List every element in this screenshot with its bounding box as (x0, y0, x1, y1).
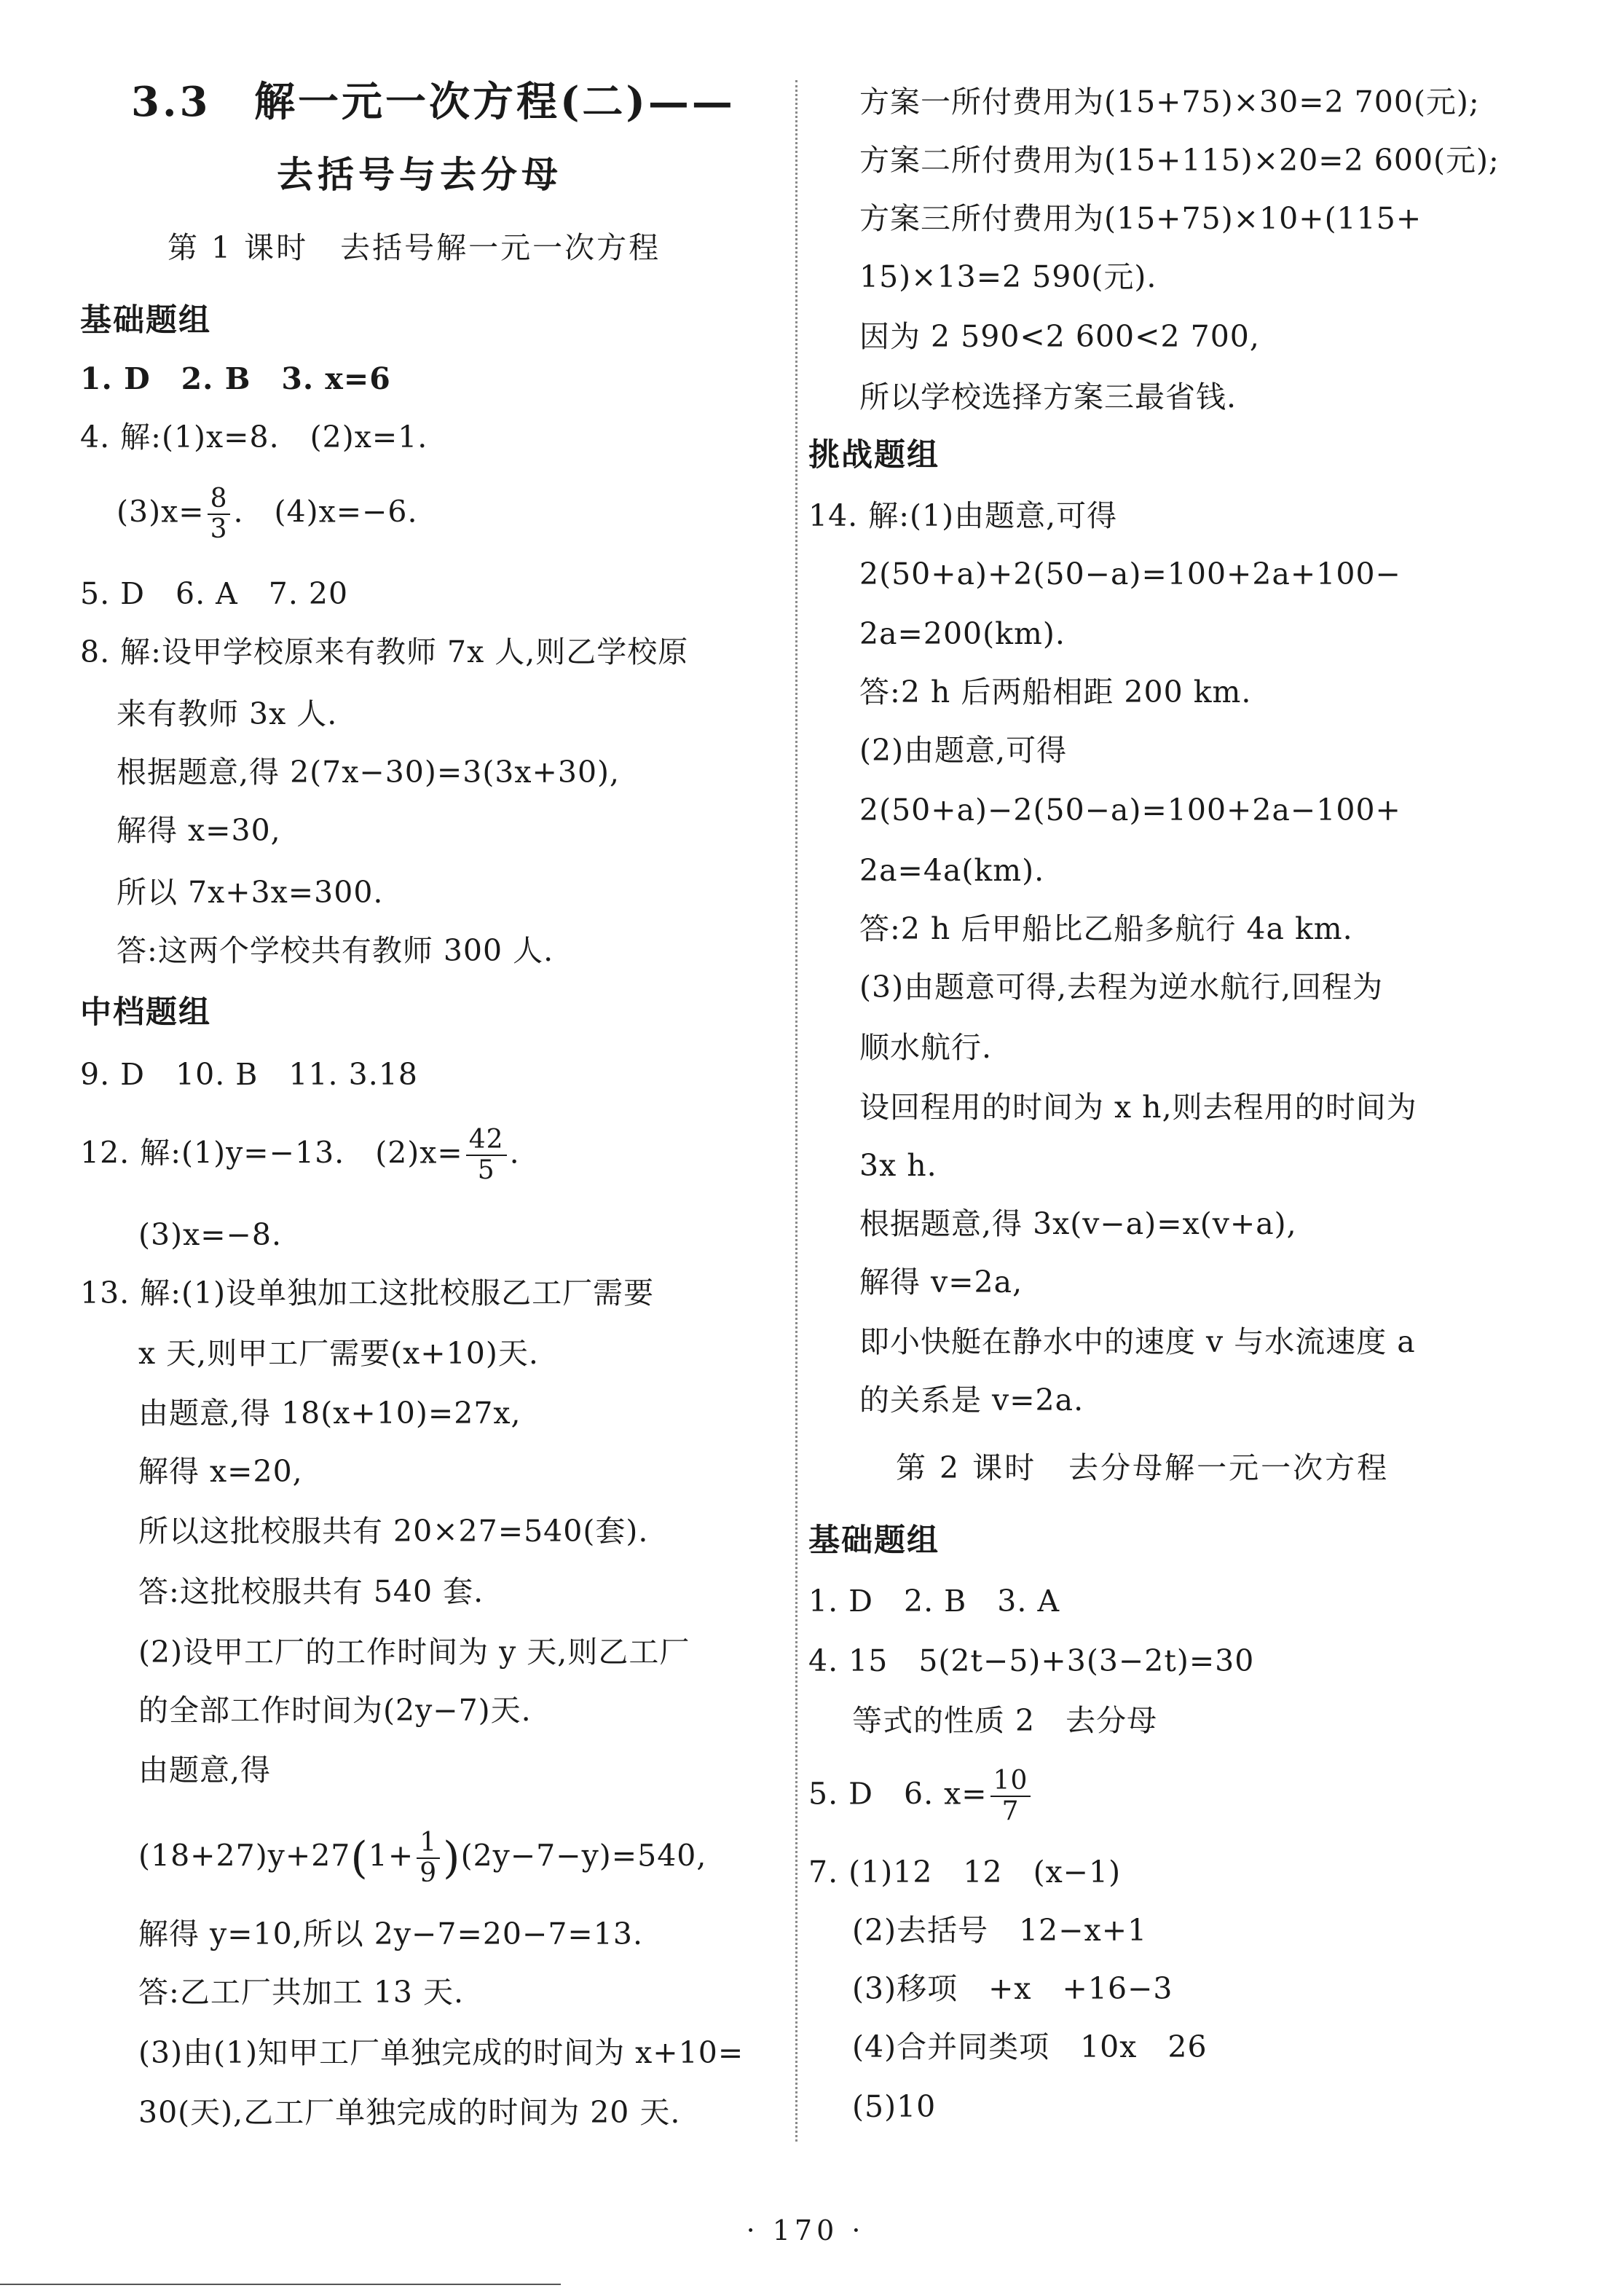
paren-right: ) (443, 1833, 461, 1884)
answer-line: 等式的性质 2 去分母 (852, 1703, 1158, 1738)
page-number: · 170 · (746, 2214, 865, 2246)
equation-text: (18+27)y+27 (138, 1838, 351, 1874)
answer-line: 1. D 2. B 3. A (808, 1584, 1060, 1619)
answer-line: (3)由题意可得,去程为逆水航行,回程为 (859, 970, 1384, 1004)
answer-line: 因为 2 590<2 600<2 700, (859, 319, 1260, 354)
answer-line: 设回程用的时间为 x h,则去程用的时间为 (859, 1090, 1417, 1125)
answer-line-fraction (80, 1125, 520, 1185)
answer-line: (5)10 (852, 2089, 937, 2124)
answer-line: (3)x=−8. (138, 1217, 283, 1252)
answer-line: 的全部工作时间为(2y−7)天. (138, 1693, 532, 1728)
answer-line: 14. 解:(1)由题意,可得 (808, 498, 1118, 533)
answer-line: 解得 y=10,所以 2y−7=20−7=13. (138, 1916, 643, 1951)
fraction-numerator: 1 (417, 1828, 440, 1859)
answer-line: 解得 x=20, (138, 1454, 303, 1489)
answer-text: (3)x= (117, 494, 205, 530)
answer-line: 8. 解:设甲学校原来有教师 7x 人,则乙学校原 (80, 634, 689, 669)
section-heading (131, 80, 736, 124)
fraction-numerator: 10 (990, 1766, 1031, 1797)
answer-line: 13. 解:(1)设单独加工这批校服乙工厂需要 (80, 1275, 655, 1310)
fraction (417, 1828, 440, 1888)
fraction-denominator: 5 (477, 1155, 495, 1185)
fraction-numerator: 8 (208, 484, 231, 515)
answer-line: (4)合并同类项 10x 26 (852, 2029, 1208, 2064)
answer-line: 1. D 2. B 3. x=6 (80, 361, 391, 396)
answer-text: 12. 解:(1)y=−13. (2)x= (80, 1135, 463, 1171)
answer-line: 答:这批校服共有 540 套. (138, 1574, 484, 1609)
answer-line: 答:这两个学校共有教师 300 人. (117, 933, 554, 968)
paren-left: ( (350, 1833, 369, 1884)
answer-line: 5. D 6. A 7. 20 (80, 576, 349, 611)
answer-line: 方案三所付费用为(15+75)×10+(115+ (859, 201, 1422, 236)
basic-group-title: 基础题组 (80, 302, 211, 339)
bottom-rule (0, 2284, 561, 2285)
answer-line: 方案二所付费用为(15+115)×20=2 600(元); (859, 143, 1500, 178)
answer-line: 解得 x=30, (117, 813, 281, 848)
fraction-numerator: 42 (466, 1125, 507, 1156)
answer-line: 所以学校选择方案三最省钱. (859, 380, 1237, 414)
answer-line: 所以这批校服共有 20×27=540(套). (138, 1514, 649, 1549)
answer-line: (3)由(1)知甲工厂单独完成的时间为 x+10= (138, 2035, 744, 2070)
answer-line: 7. (1)12 12 (x−1) (808, 1855, 1122, 1890)
answer-line: 3x h. (859, 1148, 937, 1183)
fraction-denominator: 3 (210, 514, 228, 544)
answer-line: 来有教师 3x 人. (117, 696, 338, 731)
answer-line: 顺水航行. (859, 1030, 993, 1065)
fraction (208, 484, 231, 544)
answer-line: 所以 7x+3x=300. (117, 875, 384, 910)
fraction (466, 1125, 507, 1185)
answer-line: 15)×13=2 590(元). (859, 259, 1157, 294)
column-divider (795, 80, 797, 2142)
answer-line: (2)去括号 12−x+1 (852, 1913, 1148, 1948)
answer-line: (2)由题意,可得 (859, 733, 1068, 768)
answer-line-fraction (117, 484, 418, 544)
answer-line: 由题意,得 (138, 1753, 272, 1788)
challenge-group-title: 挑战题组 (808, 437, 940, 473)
answer-line: 4. 解:(1)x=8. (2)x=1. (80, 420, 428, 455)
fraction-denominator: 7 (1001, 1796, 1020, 1826)
equation-line (138, 1828, 706, 1888)
equation-text: 1+ (368, 1838, 414, 1874)
lesson-1-title: 第 1 课时 去括号解一元一次方程 (168, 230, 661, 265)
answer-text: . (4)x=−6. (233, 494, 418, 530)
fraction-denominator: 9 (420, 1858, 438, 1888)
equation-text: (2y−7−y)=540, (460, 1838, 707, 1874)
answer-line: 答:2 h 后两船相距 200 km. (859, 675, 1252, 709)
answer-line: (3)移项 +x +16−3 (852, 1971, 1173, 2006)
answer-text: . (509, 1135, 520, 1171)
answer-line: 答:2 h 后甲船比乙船多航行 4a km. (859, 911, 1353, 946)
answer-line: x 天,则甲工厂需要(x+10)天. (138, 1336, 539, 1371)
answer-line: (2)设甲工厂的工作时间为 y 天,则乙工厂 (138, 1635, 690, 1670)
section-number: 3.3 (131, 78, 211, 126)
answer-line-fraction (808, 1766, 1033, 1826)
answer-line: 9. D 10. B 11. 3.18 (80, 1057, 418, 1092)
answer-line: 方案一所付费用为(15+75)×30=2 700(元); (859, 84, 1480, 119)
answer-line: 2a=200(km). (859, 616, 1066, 651)
answer-line: 30(天),乙工厂单独完成的时间为 20 天. (138, 2095, 681, 2130)
answer-line: 根据题意,得 3x(v−a)=x(v+a), (859, 1206, 1297, 1241)
section-subtitle: 去括号与去分母 (277, 153, 562, 196)
medium-group-title: 中档题组 (80, 994, 211, 1031)
answer-line: 根据题意,得 2(7x−30)=3(3x+30), (117, 755, 621, 790)
answer-line: 答:乙工厂共加工 13 天. (138, 1975, 465, 2010)
answer-line: 即小快艇在静水中的速度 v 与水流速度 a (859, 1324, 1416, 1359)
answer-line: 2(50+a)−2(50−a)=100+2a−100+ (859, 793, 1401, 827)
answer-line: 2(50+a)+2(50−a)=100+2a+100− (859, 557, 1401, 591)
section-title: 解一元一次方程(二)—— (253, 78, 736, 126)
answer-line: 4. 15 5(2t−5)+3(3−2t)=30 (808, 1643, 1255, 1678)
lesson-2-title: 第 2 课时 去分母解一元一次方程 (896, 1450, 1390, 1485)
answer-line: 2a=4a(km). (859, 853, 1045, 888)
basic-group-title-2: 基础题组 (808, 1522, 940, 1559)
fraction (990, 1766, 1031, 1826)
answer-line: 由题意,得 18(x+10)=27x, (138, 1396, 521, 1431)
answer-line: 的关系是 v=2a. (859, 1383, 1084, 1418)
answer-text: 5. D 6. x= (808, 1776, 988, 1812)
answer-line: 解得 v=2a, (859, 1265, 1023, 1300)
